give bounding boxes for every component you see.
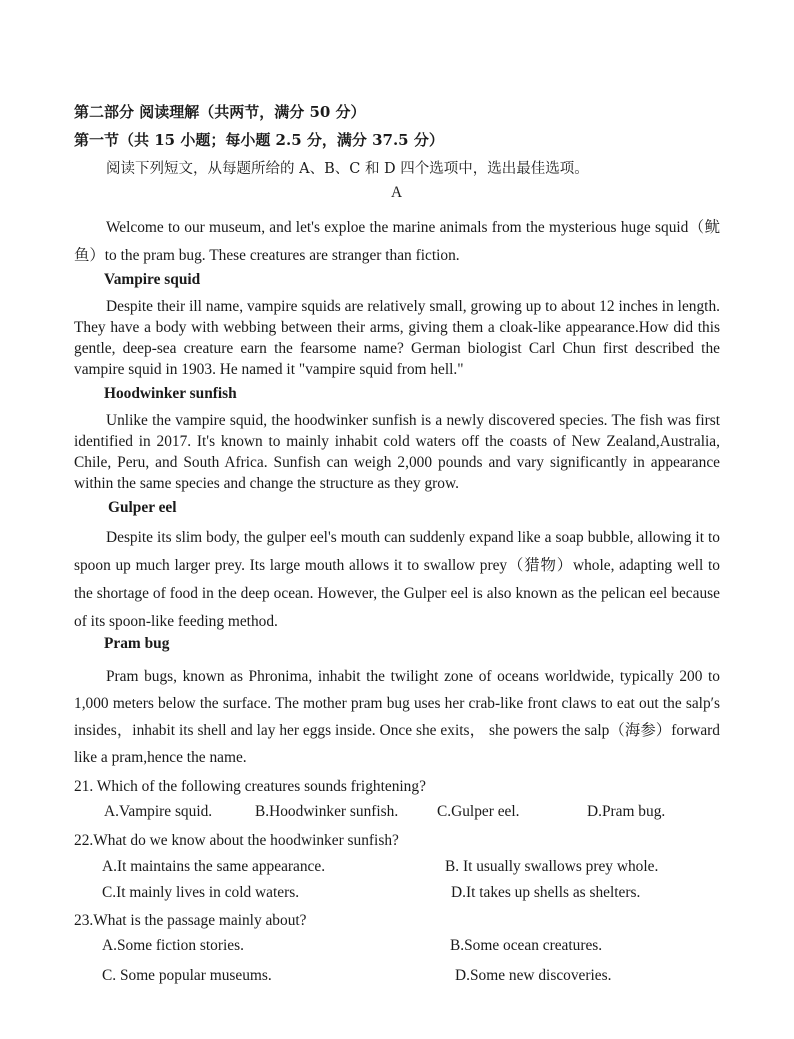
question-21-option-b: B.Hoodwinker sunfish. (255, 803, 399, 820)
question-22-option-d: D.It takes up shells as shelters. (451, 884, 641, 901)
question-23-option-a: A.Some fiction stories. (102, 937, 244, 954)
question-21-stem: 21. Which of the following creatures sounds frightening? (74, 778, 426, 795)
passage-intro: Welcome to our museum, and let's exploe the marine animals from the mysterious huge squid（鱿鱼）to the pram bug. These creatures are stranger than fiction. (74, 219, 720, 264)
question-21-option-c: C.Gulper eel. (437, 803, 520, 820)
section-text-gulper-eel: Despite its slim body, the gulper eel's mouth can suddenly expand like a soap bubble, allowing it to spoon up much larger prey. Its large mouth allows it to swallow prey（猎物）whole, adapting well to the shortage of food in the deep ocean. However, the Gulper eel is also known as the pelican eel because of its spoon-like feeding method. (74, 529, 720, 630)
section-text-vampire-squid: Despite their ill name, vampire squids are relatively small, growing up to about 12 inches in length. They have a body with webbing between their arms, giving them a cloak-like appearance.How did this gentle, deep-sea creature earn the fearsome name? German biologist Carl Chun first described the vampire squid in 1903. He named it "vampire squid from hell." (74, 298, 720, 378)
section-title: 第一节（共 15 小题；每小题 2.5 分，满分 37.5 分） (74, 131, 444, 149)
question-23-stem: 23.What is the passage mainly about? (74, 912, 307, 929)
section-heading-pram-bug: Pram bug (104, 635, 170, 652)
question-21-option-d: D.Pram bug. (587, 803, 666, 820)
instruction-text: 阅读下列短文，从每题所给的 A、B、C 和 D 四个选项中，选出最佳选项。 (106, 161, 589, 177)
question-22-option-a: A.It maintains the same appearance. (102, 858, 326, 875)
question-22-stem: 22.What do we know about the hoodwinker sunfish? (74, 832, 399, 849)
question-22-option-c: C.It mainly lives in cold waters. (102, 884, 300, 901)
section-heading-vampire-squid: Vampire squid (104, 271, 201, 288)
section-heading-hoodwinker-sunfish: Hoodwinker sunfish (104, 385, 237, 402)
question-22-option-b: B. It usually swallows prey whole. (445, 858, 659, 875)
section-text-hoodwinker-sunfish: Unlike the vampire squid, the hoodwinker sunfish is a newly discovered species. The fish was first identified in 2017. It's known to mainly inhabit cold waters off the coasts of New Zealand,Australia, Chile, Peru, and South Africa. Sunfish can weigh 2,000 pounds and vary significantly in appearance within the same species and change the structure as they grow. (74, 412, 720, 492)
question-21-option-a: A.Vampire squid. (104, 803, 213, 820)
section-text-pram-bug: Pram bugs, known as Phronima, inhabit the twilight zone of oceans worldwide, typically 200 to 1,000 meters below the surface. The mother pram bug uses her crab-like front claws to eat out the salp′s insides，inhabit its shell and lay her eggs inside. Once she exits， she powers the salp（海参）forward like a pram,hence the name. (74, 668, 720, 766)
question-23-option-c: C. Some popular museums. (102, 967, 272, 984)
question-23-option-d: D.Some new discoveries. (455, 967, 612, 984)
question-23-option-b: B.Some ocean creatures. (450, 937, 603, 954)
section-heading-gulper-eel: Gulper eel (108, 499, 177, 516)
part-title: 第二部分 阅读理解（共两节，满分 50 分） (74, 103, 366, 121)
passage-letter: A (391, 184, 403, 201)
